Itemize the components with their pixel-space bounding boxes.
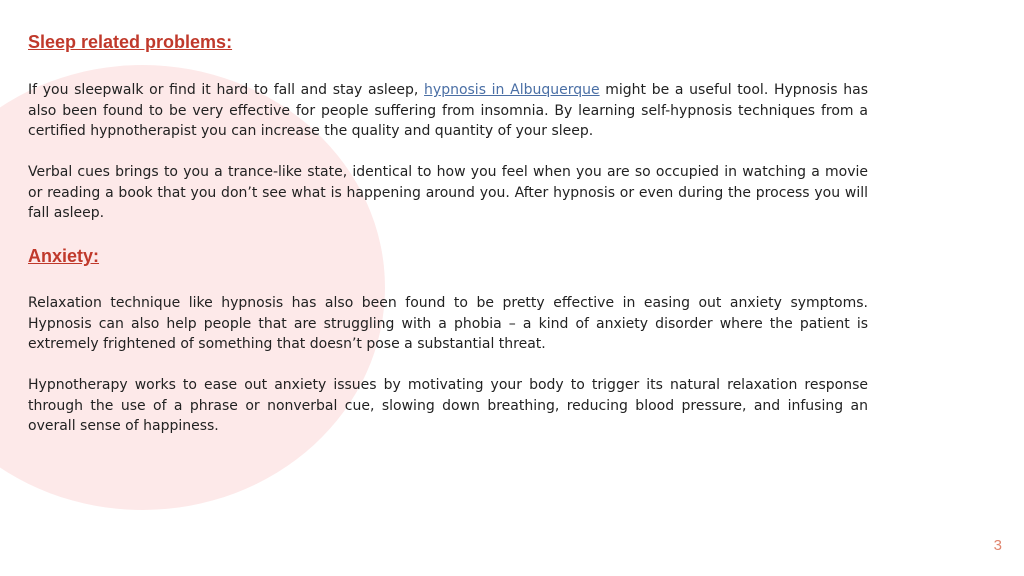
anxiety-paragraph-1: Relaxation technique like hypnosis has also been found to be pretty effective in easing out anxiety symptoms. Hypnosis can also help people that are struggling with a phobia – a kind of anxiety disorder where the patient is extremely frightened of something that doesn’t pose a substantial threat. — [28, 295, 868, 352]
anxiety-paragraph-2: Hypnotherapy works to ease out anxiety issues by motivating your body to trigger its natural relaxation response through the use of a phrase or nonverbal cue, slowing down breathing, reducing blood pressure, and infusing an overall sense of happiness. — [28, 377, 868, 434]
anxiety-heading: Anxiety: — [28, 246, 100, 266]
sleep-paragraph-2: Verbal cues brings to you a trance-like state, identical to how you feel when you are so occupied in watching a movie or reading a book that you don’t see what is happening around you. After hypnosis or even during the process you will fall asleep. — [28, 164, 868, 221]
hypnosis-albuquerque-link[interactable]: hypnosis in Albuquerque — [424, 82, 600, 98]
sleep-paragraph-1 — [28, 80, 868, 142]
sleep-p1-text-after: might be a useful tool. Hypnosis has also been found to be very effective for people suffering from insomnia. By learning self-hypnosis techniques from a certified hypnotherapist you can increase the quality and quantity of your sleep. — [28, 82, 868, 139]
sleep-p1-text-before: If you sleepwalk or find it hard to fall and stay asleep, — [28, 82, 425, 98]
sleep-heading: Sleep related problems: — [28, 32, 233, 52]
page-number: 3 — [993, 537, 1002, 554]
